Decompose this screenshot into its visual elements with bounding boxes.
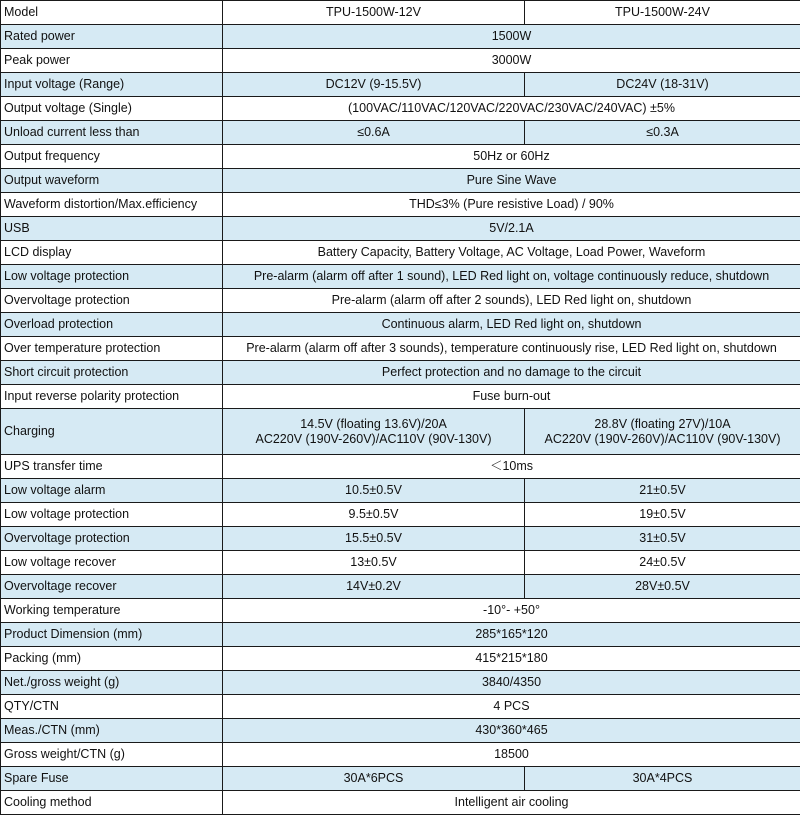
spec-label: Gross weight/CTN (g) xyxy=(1,743,223,767)
spec-row xyxy=(1,25,800,49)
spec-table-body xyxy=(1,1,800,815)
spec-value: Pre-alarm (alarm off after 3 sounds), temperature continuously rise, LED Red light on, shutdown xyxy=(223,337,800,361)
spec-value-24v: 19±0.5V xyxy=(525,503,800,527)
spec-value: Intelligent air cooling xyxy=(223,791,800,815)
spec-row xyxy=(1,409,800,455)
spec-label: Output voltage (Single) xyxy=(1,97,223,121)
spec-label: Input reverse polarity protection xyxy=(1,385,223,409)
spec-row xyxy=(1,49,800,73)
spec-value-12v: 10.5±0.5V xyxy=(223,479,525,503)
spec-label: Low voltage alarm xyxy=(1,479,223,503)
spec-row xyxy=(1,551,800,575)
spec-value: -10°- +50° xyxy=(223,599,800,623)
spec-label: Model xyxy=(1,1,223,25)
spec-row xyxy=(1,241,800,265)
spec-label: Low voltage protection xyxy=(1,265,223,289)
spec-label: Overvoltage protection xyxy=(1,289,223,313)
spec-label: Peak power xyxy=(1,49,223,73)
spec-label: Over temperature protection xyxy=(1,337,223,361)
spec-row xyxy=(1,217,800,241)
spec-value-12v: TPU-1500W-12V xyxy=(223,1,525,25)
spec-label: Spare Fuse xyxy=(1,767,223,791)
spec-row xyxy=(1,719,800,743)
spec-value: 430*360*465 xyxy=(223,719,800,743)
spec-value: Battery Capacity, Battery Voltage, AC Voltage, Load Power, Waveform xyxy=(223,241,800,265)
spec-value: THD≤3% (Pure resistive Load) / 90% xyxy=(223,193,800,217)
spec-row xyxy=(1,767,800,791)
spec-value-line: 14.5V (floating 13.6V)/20A xyxy=(226,417,521,432)
spec-label: Overload protection xyxy=(1,313,223,337)
spec-value: 50Hz or 60Hz xyxy=(223,145,800,169)
spec-label: Net./gross weight (g) xyxy=(1,671,223,695)
spec-label: Overvoltage recover xyxy=(1,575,223,599)
spec-value-24v: 31±0.5V xyxy=(525,527,800,551)
spec-row xyxy=(1,647,800,671)
spec-value-24v: ≤0.3A xyxy=(525,121,800,145)
spec-row xyxy=(1,455,800,479)
spec-label: Meas./CTN (mm) xyxy=(1,719,223,743)
spec-row xyxy=(1,479,800,503)
spec-label: Cooling method xyxy=(1,791,223,815)
spec-row xyxy=(1,575,800,599)
spec-row xyxy=(1,337,800,361)
spec-row xyxy=(1,503,800,527)
spec-label: Product Dimension (mm) xyxy=(1,623,223,647)
spec-label: UPS transfer time xyxy=(1,455,223,479)
spec-row xyxy=(1,121,800,145)
spec-label: Packing (mm) xyxy=(1,647,223,671)
spec-label: Short circuit protection xyxy=(1,361,223,385)
spec-value-24v xyxy=(525,409,800,455)
spec-value: Continuous alarm, LED Red light on, shutdown xyxy=(223,313,800,337)
spec-value: (100VAC/110VAC/120VAC/220VAC/230VAC/240VAC) ±5% xyxy=(223,97,800,121)
spec-value: 1500W xyxy=(223,25,800,49)
spec-value: 285*165*120 xyxy=(223,623,800,647)
spec-value-24v: TPU-1500W-24V xyxy=(525,1,800,25)
spec-value-24v: 28V±0.5V xyxy=(525,575,800,599)
spec-row xyxy=(1,289,800,313)
spec-row xyxy=(1,193,800,217)
spec-label: Unload current less than xyxy=(1,121,223,145)
spec-value: Pre-alarm (alarm off after 2 sounds), LED Red light on, shutdown xyxy=(223,289,800,313)
spec-label: QTY/CTN xyxy=(1,695,223,719)
spec-label: Low voltage recover xyxy=(1,551,223,575)
spec-value-12v: 14V±0.2V xyxy=(223,575,525,599)
spec-value-line: AC220V (190V-260V)/AC110V (90V-130V) xyxy=(226,432,521,447)
spec-value-line: AC220V (190V-260V)/AC110V (90V-130V) xyxy=(528,432,797,447)
spec-value: Perfect protection and no damage to the circuit xyxy=(223,361,800,385)
spec-value-12v: 30A*6PCS xyxy=(223,767,525,791)
spec-value-24v: 30A*4PCS xyxy=(525,767,800,791)
spec-value: Fuse burn-out xyxy=(223,385,800,409)
spec-value-24v: DC24V (18-31V) xyxy=(525,73,800,97)
spec-label: Rated power xyxy=(1,25,223,49)
spec-row xyxy=(1,97,800,121)
spec-row xyxy=(1,671,800,695)
spec-value-12v xyxy=(223,409,525,455)
spec-row xyxy=(1,169,800,193)
spec-value-24v: 21±0.5V xyxy=(525,479,800,503)
spec-value: 4 PCS xyxy=(223,695,800,719)
spec-row xyxy=(1,599,800,623)
spec-row xyxy=(1,361,800,385)
spec-value-12v: 13±0.5V xyxy=(223,551,525,575)
spec-value: ＜10ms xyxy=(223,455,800,479)
spec-row xyxy=(1,265,800,289)
spec-row xyxy=(1,623,800,647)
spec-row xyxy=(1,791,800,815)
spec-value-12v: ≤0.6A xyxy=(223,121,525,145)
spec-row xyxy=(1,313,800,337)
spec-label: Overvoltage protection xyxy=(1,527,223,551)
spec-value-12v: 15.5±0.5V xyxy=(223,527,525,551)
spec-label: Output waveform xyxy=(1,169,223,193)
spec-value: Pure Sine Wave xyxy=(223,169,800,193)
spec-value: 3840/4350 xyxy=(223,671,800,695)
spec-label: Charging xyxy=(1,409,223,455)
spec-value: 18500 xyxy=(223,743,800,767)
spec-value: 3000W xyxy=(223,49,800,73)
spec-value: 415*215*180 xyxy=(223,647,800,671)
spec-value-line: 28.8V (floating 27V)/10A xyxy=(528,417,797,432)
spec-label: Input voltage (Range) xyxy=(1,73,223,97)
spec-value: Pre-alarm (alarm off after 1 sound), LED Red light on, voltage continuously reduce, shutdown xyxy=(223,265,800,289)
spec-value-12v: DC12V (9-15.5V) xyxy=(223,73,525,97)
spec-row xyxy=(1,385,800,409)
spec-row xyxy=(1,695,800,719)
spec-row xyxy=(1,527,800,551)
spec-value-12v: 9.5±0.5V xyxy=(223,503,525,527)
spec-row xyxy=(1,145,800,169)
spec-row xyxy=(1,1,800,25)
spec-label: Output frequency xyxy=(1,145,223,169)
spec-label: Waveform distortion/Max.efficiency xyxy=(1,193,223,217)
spec-label: USB xyxy=(1,217,223,241)
spec-value: 5V/2.1A xyxy=(223,217,800,241)
spec-row xyxy=(1,743,800,767)
spec-label: Low voltage protection xyxy=(1,503,223,527)
spec-label: Working temperature xyxy=(1,599,223,623)
spec-label: LCD display xyxy=(1,241,223,265)
spec-row xyxy=(1,73,800,97)
spec-value-24v: 24±0.5V xyxy=(525,551,800,575)
